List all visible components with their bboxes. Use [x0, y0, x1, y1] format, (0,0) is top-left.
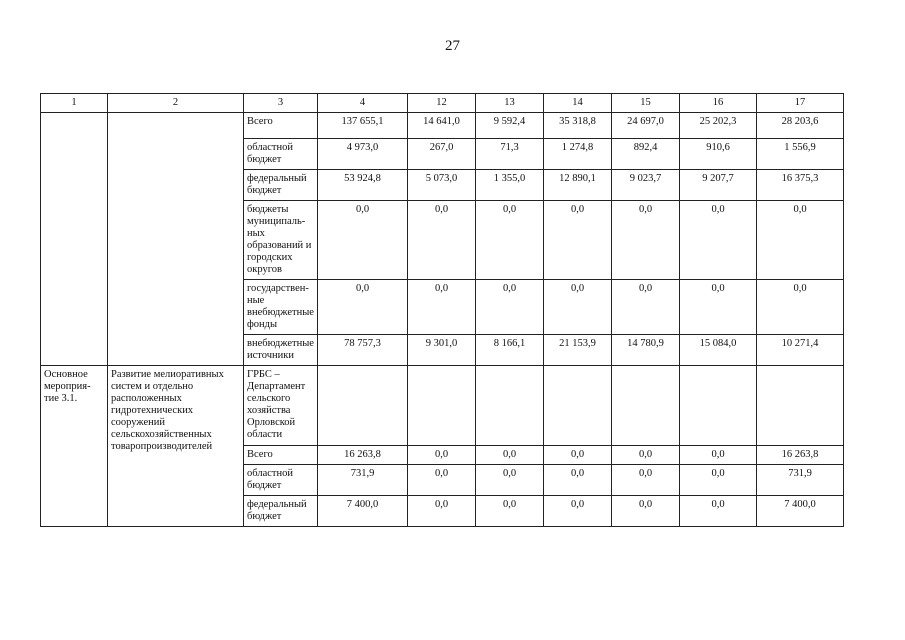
source-label: бюджеты муниципаль-ных образований и городских округов	[244, 201, 318, 280]
value-cell: 0,0	[612, 446, 680, 465]
value-cell: 0,0	[476, 280, 544, 335]
value-cell-empty	[612, 366, 680, 446]
value-cell: 0,0	[408, 201, 476, 280]
value-cell: 0,0	[318, 201, 408, 280]
value-cell: 4 973,0	[318, 139, 408, 170]
value-cell: 0,0	[408, 280, 476, 335]
value-cell: 8 166,1	[476, 335, 544, 366]
header-cell: 4	[318, 94, 408, 113]
value-cell: 28 203,6	[757, 113, 844, 139]
source-label: Всего	[244, 446, 318, 465]
value-cell: 1 355,0	[476, 170, 544, 201]
value-cell: 731,9	[757, 465, 844, 496]
header-cell: 12	[408, 94, 476, 113]
value-cell: 0,0	[680, 496, 757, 527]
value-cell: 25 202,3	[680, 113, 757, 139]
value-cell: 16 375,3	[757, 170, 844, 201]
value-cell-empty	[544, 366, 612, 446]
value-cell: 0,0	[476, 496, 544, 527]
value-cell: 0,0	[612, 201, 680, 280]
value-cell: 137 655,1	[318, 113, 408, 139]
value-cell: 21 153,9	[544, 335, 612, 366]
header-cell: 17	[757, 94, 844, 113]
value-cell: 0,0	[612, 280, 680, 335]
value-cell: 53 924,8	[318, 170, 408, 201]
value-cell: 9 207,7	[680, 170, 757, 201]
source-label: федеральный бюджет	[244, 496, 318, 527]
value-cell: 71,3	[476, 139, 544, 170]
source-label: внебюджетные источники	[244, 335, 318, 366]
value-cell: 0,0	[612, 465, 680, 496]
table-row	[41, 113, 844, 139]
value-cell: 267,0	[408, 139, 476, 170]
value-cell: 15 084,0	[680, 335, 757, 366]
value-cell: 0,0	[680, 280, 757, 335]
measure-name-cell: Развитие мелиоративных систем и отдельно расположенных гидротехнических сооружений сельскохозяйственных товаропроизводителей	[108, 366, 244, 527]
value-cell: 0,0	[680, 465, 757, 496]
value-cell: 0,0	[680, 446, 757, 465]
budget-table	[40, 93, 844, 527]
source-label: федеральный бюджет	[244, 170, 318, 201]
measure-name-cell-empty	[108, 113, 244, 366]
header-cell: 3	[244, 94, 318, 113]
value-cell: 9 301,0	[408, 335, 476, 366]
source-label: государствен-ные внебюджетные фонды	[244, 280, 318, 335]
value-cell: 14 641,0	[408, 113, 476, 139]
value-cell: 910,6	[680, 139, 757, 170]
value-cell: 0,0	[476, 465, 544, 496]
value-cell: 731,9	[318, 465, 408, 496]
source-label: областной бюджет	[244, 465, 318, 496]
header-cell: 14	[544, 94, 612, 113]
value-cell: 35 318,8	[544, 113, 612, 139]
measure-number-cell: Основное мероприя-тие 3.1.	[41, 366, 108, 527]
value-cell: 0,0	[757, 201, 844, 280]
value-cell: 0,0	[408, 496, 476, 527]
value-cell: 16 263,8	[757, 446, 844, 465]
source-label: Всего	[244, 113, 318, 139]
value-cell: 16 263,8	[318, 446, 408, 465]
header-cell: 13	[476, 94, 544, 113]
value-cell: 0,0	[544, 496, 612, 527]
value-cell: 0,0	[544, 201, 612, 280]
value-cell: 0,0	[612, 496, 680, 527]
value-cell: 892,4	[612, 139, 680, 170]
value-cell: 0,0	[757, 280, 844, 335]
header-cell: 1	[41, 94, 108, 113]
value-cell: 1 274,8	[544, 139, 612, 170]
header-cell: 2	[108, 94, 244, 113]
value-cell: 0,0	[476, 446, 544, 465]
value-cell: 0,0	[544, 465, 612, 496]
table-row	[41, 366, 844, 446]
value-cell: 7 400,0	[757, 496, 844, 527]
header-row	[41, 94, 844, 113]
value-cell: 0,0	[544, 446, 612, 465]
value-cell: 0,0	[408, 465, 476, 496]
grbs-label: ГРБС – Департамент сельского хозяйства Орловской области	[244, 366, 318, 446]
value-cell-empty	[408, 366, 476, 446]
value-cell: 12 890,1	[544, 170, 612, 201]
value-cell: 24 697,0	[612, 113, 680, 139]
value-cell: 7 400,0	[318, 496, 408, 527]
value-cell: 0,0	[318, 280, 408, 335]
page-number: 27	[445, 38, 460, 54]
source-label: областной бюджет	[244, 139, 318, 170]
value-cell: 5 073,0	[408, 170, 476, 201]
value-cell-empty	[318, 366, 408, 446]
header-cell: 15	[612, 94, 680, 113]
value-cell: 0,0	[680, 201, 757, 280]
value-cell: 1 556,9	[757, 139, 844, 170]
value-cell-empty	[476, 366, 544, 446]
value-cell-empty	[680, 366, 757, 446]
header-cell: 16	[680, 94, 757, 113]
value-cell: 0,0	[408, 446, 476, 465]
value-cell-empty	[757, 366, 844, 446]
value-cell: 9 023,7	[612, 170, 680, 201]
value-cell: 78 757,3	[318, 335, 408, 366]
measure-cell-empty	[41, 113, 108, 366]
value-cell: 9 592,4	[476, 113, 544, 139]
value-cell: 0,0	[544, 280, 612, 335]
value-cell: 14 780,9	[612, 335, 680, 366]
value-cell: 0,0	[476, 201, 544, 280]
value-cell: 10 271,4	[757, 335, 844, 366]
